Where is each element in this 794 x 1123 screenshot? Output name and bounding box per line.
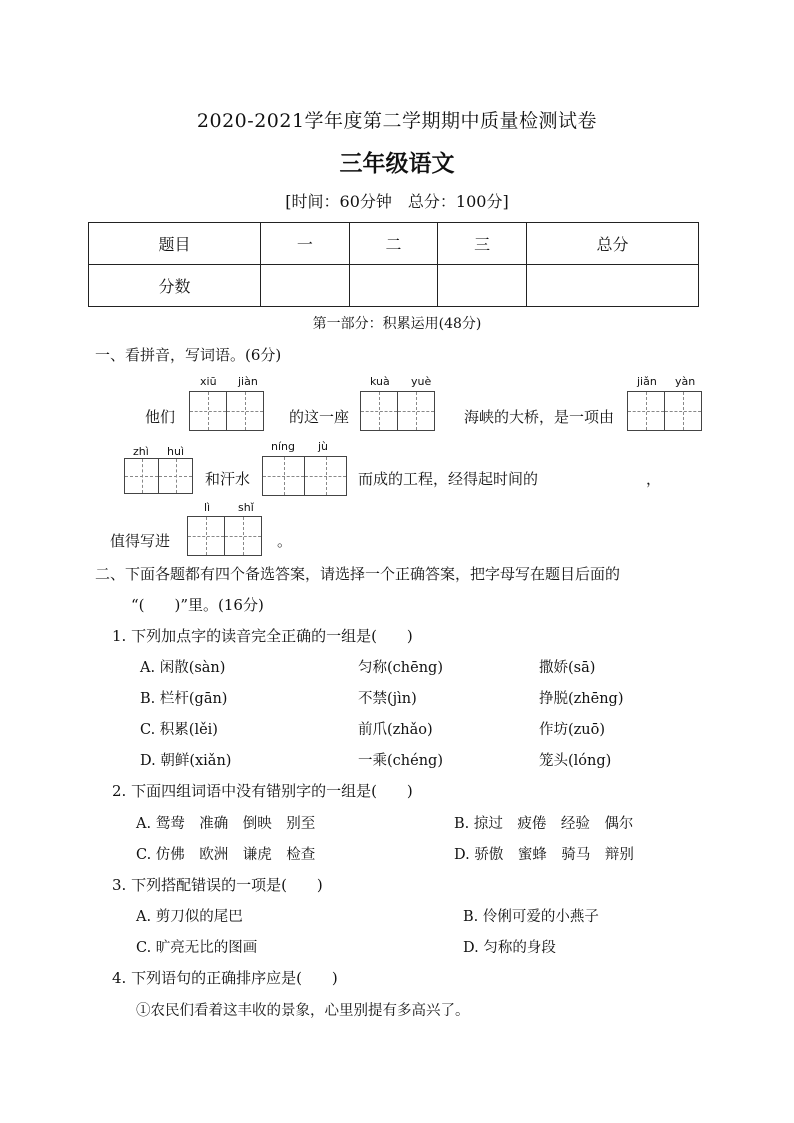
table-cell: 三 [438, 223, 527, 265]
char-grid[interactable] [360, 391, 435, 431]
subquestion-3: 3. 下列搭配错误的一项是( ) [112, 876, 323, 894]
score-entry-cell[interactable] [349, 265, 438, 307]
option[interactable]: C. 旷亮无比的图画 [136, 940, 258, 956]
pinyin-label: yàn [675, 375, 696, 388]
char-cell[interactable] [158, 458, 193, 494]
char-cell[interactable] [124, 458, 159, 494]
char-cell[interactable] [627, 391, 665, 431]
table-cell: 总分 [526, 223, 698, 265]
q1-text: 。 [277, 532, 293, 550]
option[interactable]: 笼头(lóng) [539, 753, 612, 769]
char-cell[interactable] [226, 391, 264, 431]
table-cell: 分数 [89, 265, 261, 307]
table-cell: 一 [261, 223, 350, 265]
char-grid[interactable] [262, 456, 347, 496]
pinyin-label: zhì [133, 445, 149, 458]
q1-text: 和汗水 [205, 470, 251, 488]
exam-subtitle: 三年级语文 [339, 150, 455, 177]
q2-heading: 二、下面各题都有四个备选答案，请选择一个正确答案，把字母写在题目后面的 [95, 565, 621, 583]
char-cell[interactable] [304, 456, 347, 496]
option[interactable]: A. 剪刀似的尾巴 [136, 909, 243, 925]
option[interactable]: B. 栏杆(gān) [140, 691, 228, 707]
pinyin-label: yuè [411, 375, 432, 388]
sentence-line: ①农民们看着这丰收的景象，心里别提有多高兴了。 [136, 1003, 470, 1019]
q1-text: 海峡的大桥，是一项由 [464, 408, 615, 426]
pinyin-label: jù [318, 440, 329, 453]
subquestion-2: 2. 下面四组词语中没有错别字的一组是( ) [112, 782, 413, 800]
option[interactable]: 作坊(zuō) [539, 722, 606, 738]
pinyin-label: kuà [370, 375, 390, 388]
char-grid[interactable] [124, 458, 193, 494]
option[interactable]: 不禁(jìn) [358, 691, 417, 707]
pinyin-label: jiǎn [637, 375, 657, 388]
char-cell[interactable] [397, 391, 435, 431]
subquestion-4: 4. 下列语句的正确排序应是( ) [112, 969, 338, 987]
q2-heading-cont: “( )”里。(16分) [131, 596, 264, 614]
table-row [89, 265, 699, 307]
exam-title: 2020-2021学年度第二学期期中质量检测试卷 [196, 110, 598, 132]
option[interactable]: C. 仿佛 欧洲 谦虎 检查 [136, 847, 316, 863]
option[interactable]: B. 掠过 疲倦 经验 偶尔 [454, 816, 634, 832]
pinyin-label: shǐ [238, 501, 254, 514]
option[interactable]: 前爪(zhǎo) [358, 722, 433, 738]
option[interactable]: 一乘(chéng) [358, 753, 443, 769]
option[interactable]: A. 鸳鸯 准确 倒映 别至 [136, 816, 316, 832]
char-cell[interactable] [262, 456, 305, 496]
subquestion-1: 1. 下列加点字的读音完全正确的一组是( ) [112, 627, 413, 645]
option[interactable]: 撒娇(sā) [539, 660, 596, 676]
option[interactable]: 匀称(chēng) [358, 660, 443, 676]
char-cell[interactable] [187, 516, 225, 556]
table-cell: 题目 [89, 223, 261, 265]
table-cell: 二 [349, 223, 438, 265]
option[interactable]: C. 积累(lěi) [140, 722, 218, 738]
part-heading: 第一部分：积累运用(48分) [312, 316, 482, 332]
q1-text: 值得写进 [110, 532, 171, 550]
q1-text: ， [646, 470, 662, 488]
option[interactable]: 挣脱(zhēng) [539, 691, 624, 707]
char-grid[interactable] [189, 391, 264, 431]
q1-heading: 一、看拼音，写词语。(6分) [95, 346, 282, 364]
pinyin-label: níng [271, 440, 295, 453]
option[interactable]: D. 朝鲜(xiǎn) [140, 753, 232, 769]
option[interactable]: D. 骄傲 蜜蜂 骑马 辩别 [454, 847, 634, 863]
pinyin-label: lì [204, 501, 211, 514]
option[interactable]: A. 闲散(sàn) [140, 660, 226, 676]
char-cell[interactable] [664, 391, 702, 431]
table-row [89, 223, 699, 265]
option[interactable]: B. 伶俐可爱的小燕子 [463, 909, 599, 925]
char-cell[interactable] [224, 516, 262, 556]
q1-text: 的这一座 [289, 408, 350, 426]
pinyin-label: xiū [200, 375, 217, 388]
q1-text: 而成的工程，经得起时间的 [358, 470, 539, 488]
char-cell[interactable] [360, 391, 398, 431]
pinyin-label: jiàn [238, 375, 258, 388]
q1-text: 他们 [145, 408, 176, 426]
char-grid[interactable] [627, 391, 702, 431]
score-entry-cell[interactable] [526, 265, 698, 307]
time-info: [时间：60分钟 总分：100分] [285, 192, 509, 211]
score-entry-cell[interactable] [438, 265, 527, 307]
option[interactable]: D. 匀称的身段 [463, 940, 556, 956]
char-cell[interactable] [189, 391, 227, 431]
char-grid[interactable] [187, 516, 262, 556]
score-table [88, 222, 699, 307]
pinyin-label: huì [167, 445, 184, 458]
score-entry-cell[interactable] [261, 265, 350, 307]
